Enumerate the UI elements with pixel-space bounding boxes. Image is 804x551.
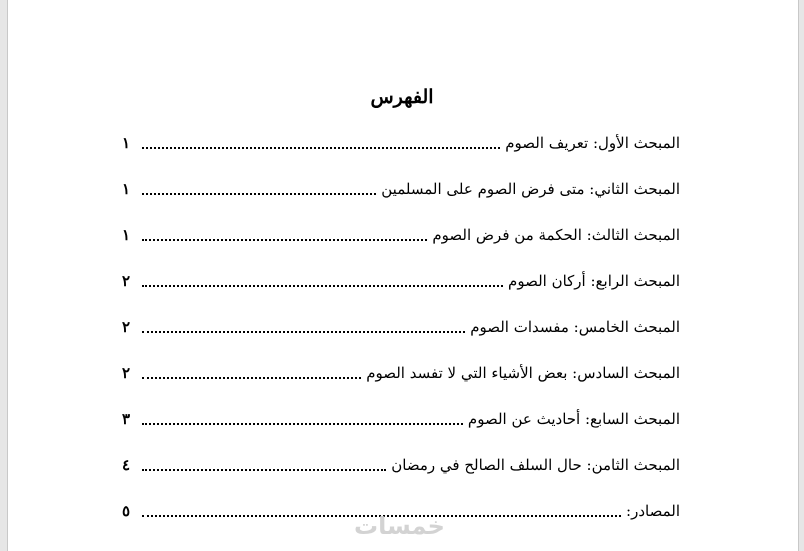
toc-entry-page: ٣ (122, 410, 131, 428)
toc-entry-label: المبحث السابع: أحاديث عن الصوم (467, 410, 680, 428)
toc-entry-label: المبحث السادس: بعض الأشياء التي لا تفسد الصوم (366, 364, 680, 382)
toc-entry[interactable] (122, 212, 680, 258)
toc-entry-label: المبحث الأول: تعريف الصوم (505, 134, 680, 152)
toc-entry[interactable] (122, 304, 680, 350)
toc-entry-page: ٢ (122, 318, 131, 336)
toc-entry-page: ١ (122, 134, 131, 152)
toc-entry-label: المبحث الخامس: مفسدات الصوم (470, 318, 680, 336)
toc-entry-label: المبحث الثامن: حال السلف الصالح في رمضان (391, 456, 680, 474)
watermark-logo: خمسات (354, 512, 445, 540)
page-edge-left (0, 0, 8, 551)
dot-leader (142, 285, 503, 287)
toc-entry-page: ١ (122, 226, 131, 244)
toc-entry-label: المبحث الثاني: متى فرض الصوم على المسلمين (381, 180, 680, 198)
dot-leader (142, 147, 500, 149)
toc-entry-page: ٢ (122, 272, 131, 290)
page-edge-right (798, 0, 804, 551)
toc-entry-label: المبحث الثالث: الحكمة من فرض الصوم (432, 226, 680, 244)
dot-leader (142, 469, 386, 471)
toc-entry[interactable] (122, 166, 680, 212)
toc-entry[interactable] (122, 396, 680, 442)
toc-title: الفهرس (370, 86, 434, 108)
toc-entry-page: ٥ (122, 502, 131, 520)
table-of-contents (122, 120, 680, 534)
dot-leader (142, 423, 463, 425)
toc-entry-label: المبحث الرابع: أركان الصوم (508, 272, 680, 290)
toc-entry[interactable] (122, 442, 680, 488)
toc-entry[interactable] (122, 120, 680, 166)
dot-leader (142, 193, 376, 195)
toc-entry[interactable] (122, 350, 680, 396)
toc-entry-label: المصادر: (626, 502, 680, 520)
dot-leader (142, 331, 465, 333)
toc-entry-page: ٢ (122, 364, 131, 382)
toc-entry[interactable] (122, 258, 680, 304)
dot-leader (142, 377, 361, 379)
toc-entry-page: ٤ (122, 456, 131, 474)
toc-entry-page: ١ (122, 180, 131, 198)
dot-leader (142, 239, 427, 241)
